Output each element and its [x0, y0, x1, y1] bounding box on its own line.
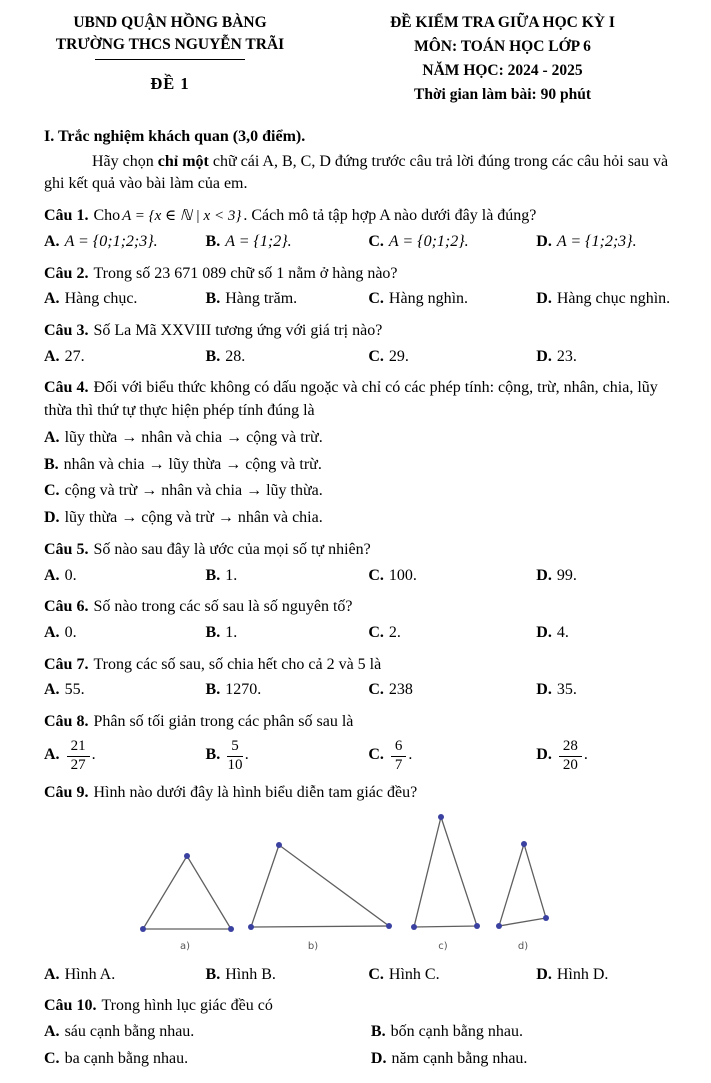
option-b [206, 288, 369, 311]
option-key: B. [205, 566, 221, 584]
option-b [206, 231, 369, 254]
exam-code: ĐỀ 1 [150, 74, 190, 93]
option-key: A. [44, 965, 60, 983]
vertex-dot [276, 842, 282, 848]
option-key: B. [205, 290, 221, 308]
option-suffix: . [583, 745, 588, 763]
school-name: TRƯỜNG THCS NGUYỄN TRÃI [55, 36, 285, 53]
fraction [559, 739, 582, 774]
option-text: Hàng trăm. [225, 290, 298, 308]
option-key: B. [205, 347, 221, 365]
option-c [368, 739, 536, 774]
question-9 [44, 782, 685, 986]
option-text: Hình A. [64, 965, 116, 983]
option-text: 28. [225, 347, 246, 365]
option-key: D. [536, 623, 552, 641]
option-text: năm cạnh bằng nhau. [391, 1049, 528, 1067]
option-text: 27. [64, 347, 85, 365]
option-d [536, 964, 685, 987]
section-title: I. Trắc nghiệm khách quan (3,0 điểm). [44, 128, 306, 145]
option-key: D. [536, 290, 552, 308]
question-9-text [44, 782, 685, 805]
option-a [44, 622, 206, 645]
vertex-dot [248, 924, 254, 930]
question-7-options [44, 679, 685, 702]
question-label: Câu 2. [44, 264, 89, 282]
option-a [44, 1021, 371, 1044]
numerator: 21 [67, 739, 90, 757]
option-text: 1. [225, 623, 238, 641]
option-b [206, 346, 369, 369]
option-key: D. [536, 965, 552, 983]
option-text: Hàng nghìn. [388, 290, 469, 308]
question-pre: Cho [93, 207, 121, 225]
question-9-options [44, 964, 685, 987]
vertex-dot [184, 853, 190, 859]
option-a [44, 231, 206, 254]
question-body: Số La Mã XXVIII tương ứng với giá trị nào? [93, 322, 383, 340]
option-text: 238 [388, 681, 413, 699]
question-label: Câu 9. [44, 784, 89, 802]
option-c [368, 288, 536, 311]
question-body: Đối với biểu thức không có dấu ngoặc và chỉ có các phép tính: cộng, trừ, nhân, chia, lũy thừa thì thứ tự thực hiện phép tính đúng là [44, 379, 658, 420]
option-d [536, 679, 685, 702]
option-key: C. [368, 623, 384, 641]
option-key: C. [44, 482, 60, 500]
option-text: ba cạnh bằng nhau. [64, 1049, 189, 1067]
question-3-text [44, 320, 685, 343]
section-intro [44, 151, 685, 196]
set-notation: A = {x ∈ ℕ | x < 3} [122, 208, 242, 225]
option-text: 99. [556, 566, 577, 584]
option-d [536, 288, 685, 311]
figure-label-a: a) [179, 941, 191, 953]
triangle-d [496, 841, 549, 952]
question-6-text [44, 596, 685, 619]
option-key: B. [44, 455, 59, 473]
option-key: B. [205, 965, 221, 983]
question-1-text [44, 205, 685, 228]
option-key: A. [44, 232, 60, 250]
option-c [44, 480, 685, 503]
option-key: A. [44, 428, 60, 446]
option-key: C. [368, 745, 384, 763]
vertex-dot [411, 924, 417, 930]
option-b [371, 1021, 685, 1044]
option-key: B. [205, 623, 221, 641]
exam-header [20, 12, 685, 108]
option-text: Hình D. [556, 965, 609, 983]
question-label: Câu 7. [44, 655, 89, 673]
option-text: 0. [64, 623, 77, 641]
question-5-options [44, 565, 685, 588]
header-left [20, 12, 320, 108]
question-body: Hình nào dưới đây là hình biểu diễn tam giác đều? [93, 784, 418, 802]
question-10-options [44, 1021, 685, 1070]
option-suffix: . [408, 745, 413, 763]
figure-label-c: c) [438, 941, 448, 953]
option-d [536, 739, 685, 774]
figure-label-b: b) [307, 941, 319, 953]
question-7 [44, 654, 685, 702]
question-label: Câu 4. [44, 379, 89, 397]
triangle-figures [130, 811, 685, 961]
option-text: bốn cạnh bằng nhau. [390, 1023, 523, 1041]
fraction [391, 739, 407, 774]
question-1-options [44, 231, 685, 254]
option-key: C. [368, 965, 384, 983]
question-1 [44, 205, 685, 253]
option-text: 100. [388, 566, 417, 584]
numerator: 6 [391, 739, 407, 757]
question-4-options [44, 427, 685, 530]
denominator: 7 [394, 756, 403, 773]
option-c [368, 964, 536, 987]
option-key: C. [368, 347, 384, 365]
vertex-dot [228, 926, 234, 932]
option-a [44, 427, 685, 450]
org-name: UBND QUẬN HỒNG BÀNG [73, 14, 267, 31]
school-underline [95, 59, 245, 60]
option-b [206, 679, 369, 702]
option-text: nhân và chia → lũy thừa → cộng và trừ. [63, 455, 322, 473]
intro-post: chữ cái A, B, C, D đứng trước câu trả lời đúng trong các câu hỏi sau và ghi kết quả vào bài làm của em. [44, 152, 669, 193]
option-key: D. [536, 566, 552, 584]
question-body: Phân số tối giản trong các phân số sau là [93, 713, 354, 731]
option-c [44, 1048, 371, 1071]
option-d [44, 507, 685, 530]
option-a [44, 679, 206, 702]
vertex-dot [474, 923, 480, 929]
option-key: B. [205, 745, 221, 763]
option-key: A. [44, 681, 60, 699]
option-d [536, 346, 685, 369]
option-suffix: . [91, 745, 96, 763]
question-8-options [44, 739, 685, 774]
option-a [44, 565, 206, 588]
question-5 [44, 539, 685, 587]
option-text: 35. [556, 681, 577, 699]
option-a [44, 964, 206, 987]
header-right [320, 12, 685, 108]
question-3-options [44, 346, 685, 369]
option-b [206, 622, 369, 645]
triangle-figures-svg [130, 811, 670, 953]
option-text: 0. [64, 566, 77, 584]
option-c [368, 622, 536, 645]
option-b [206, 964, 369, 987]
question-4-text [44, 377, 685, 422]
option-c [368, 679, 536, 702]
option-text: 1. [225, 566, 238, 584]
question-2-options [44, 288, 685, 311]
question-10 [44, 995, 685, 1070]
figure-label-d: d) [517, 941, 529, 953]
question-body: Số nào sau đây là ước của mọi số tự nhiên? [93, 540, 371, 558]
option-b [206, 565, 369, 588]
option-text: A = {0;1;2}. [388, 232, 469, 250]
vertex-dot [496, 923, 502, 929]
triangle-b [248, 842, 392, 952]
vertex-dot [543, 915, 549, 921]
question-3 [44, 320, 685, 368]
option-key: A. [44, 347, 60, 365]
vertex-dot [438, 814, 444, 820]
option-text: 55. [64, 681, 85, 699]
vertex-dot [140, 926, 146, 932]
option-key: A. [44, 290, 60, 308]
option-d [536, 231, 685, 254]
numerator: 5 [227, 739, 243, 757]
question-label: Câu 3. [44, 322, 89, 340]
option-text: lũy thừa → nhân và chia → cộng và trừ. [64, 428, 323, 446]
option-d [536, 565, 685, 588]
question-post: . Cách mô tả tập hợp A nào dưới đây là đúng? [243, 207, 537, 225]
option-suffix: . [244, 745, 249, 763]
question-5-text [44, 539, 685, 562]
option-a [44, 346, 206, 369]
option-key: B. [370, 1023, 386, 1041]
vertex-dot [521, 841, 527, 847]
numerator: 28 [559, 739, 582, 757]
question-4 [44, 377, 685, 529]
option-c [368, 231, 536, 254]
question-label: Câu 6. [44, 598, 89, 616]
option-key: C. [368, 681, 384, 699]
question-label: Câu 10. [44, 997, 97, 1015]
denominator: 27 [70, 756, 86, 773]
question-label: Câu 1. [44, 207, 89, 225]
option-text: A = {1;2;3}. [556, 232, 637, 250]
option-text: 2. [388, 623, 401, 641]
question-6-options [44, 622, 685, 645]
option-text: 23. [556, 347, 577, 365]
option-text: Hàng chục nghìn. [556, 290, 671, 308]
option-c [368, 346, 536, 369]
option-text: A = {1;2}. [225, 232, 292, 250]
option-key: D. [370, 1049, 387, 1067]
option-text: sáu cạnh bằng nhau. [64, 1023, 195, 1041]
option-a [44, 288, 206, 311]
triangle-c [411, 814, 480, 952]
option-key: B. [205, 681, 221, 699]
option-c [368, 565, 536, 588]
option-text: Hình C. [388, 965, 440, 983]
denominator: 20 [562, 756, 578, 773]
fraction [67, 739, 90, 774]
question-8-text [44, 711, 685, 734]
option-text: Hình B. [225, 965, 276, 983]
option-b [44, 454, 685, 477]
question-6 [44, 596, 685, 644]
option-key: D. [536, 347, 552, 365]
intro-pre: Hãy chọn [92, 152, 158, 170]
question-10-text [44, 995, 685, 1018]
option-key: B. [205, 232, 221, 250]
option-text: cộng và trừ → nhân và chia → lũy thừa. [64, 482, 323, 500]
option-key: A. [44, 566, 60, 584]
fraction [227, 739, 243, 774]
option-key: A. [44, 623, 60, 641]
question-body: Số nào trong các số sau là số nguyên tố? [93, 598, 353, 616]
option-text: 4. [556, 623, 569, 641]
question-label: Câu 8. [44, 713, 89, 731]
option-text: 29. [388, 347, 409, 365]
exam-title: ĐỀ KIỂM TRA GIỮA HỌC KỲ I [390, 14, 615, 31]
question-body: Trong các số sau, số chia hết cho cả 2 và 5 là [93, 655, 382, 673]
option-key: D. [536, 681, 552, 699]
vertex-dot [386, 923, 392, 929]
option-text: A = {0;1;2;3}. [64, 232, 158, 250]
question-label: Câu 5. [44, 540, 89, 558]
school-year: NĂM HỌC: 2024 - 2025 [422, 62, 583, 79]
option-key: D. [536, 745, 552, 763]
option-key: C. [368, 290, 384, 308]
option-key: C. [368, 566, 384, 584]
option-key: C. [44, 1049, 60, 1067]
option-key: D. [536, 232, 552, 250]
question-body: Trong số 23 671 089 chữ số 1 nằm ở hàng nào? [93, 264, 398, 282]
exam-duration: Thời gian làm bài: 90 phút [414, 86, 591, 103]
question-8 [44, 711, 685, 773]
option-key: D. [44, 509, 60, 527]
denominator: 10 [227, 756, 243, 773]
option-text: Hàng chục. [64, 290, 138, 308]
option-text: lũy thừa → cộng và trừ → nhân và chia. [64, 509, 323, 527]
option-key: A. [44, 745, 60, 763]
option-a [44, 739, 206, 774]
intro-bold: chỉ một [157, 152, 209, 170]
exam-subject: MÔN: TOÁN HỌC LỚP 6 [414, 38, 591, 55]
question-2-text [44, 263, 685, 286]
option-key: C. [368, 232, 384, 250]
option-d [371, 1048, 685, 1071]
triangle-a [140, 853, 234, 952]
question-2 [44, 263, 685, 311]
option-b [206, 739, 369, 774]
option-d [536, 622, 685, 645]
question-7-text [44, 654, 685, 677]
question-body: Trong hình lục giác đều có [101, 997, 273, 1015]
option-key: A. [44, 1023, 60, 1041]
option-text: 1270. [225, 681, 262, 699]
